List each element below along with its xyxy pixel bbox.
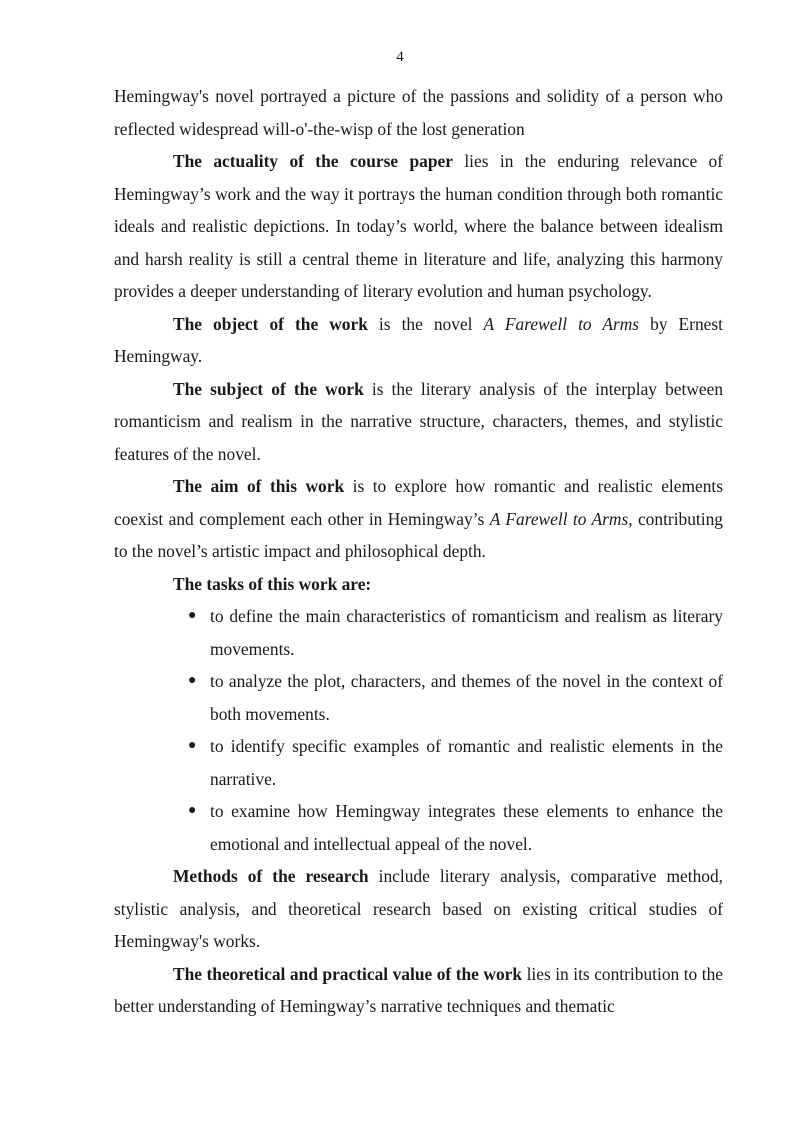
actuality-label: The actuality of the course paper bbox=[173, 151, 453, 171]
methods-paragraph bbox=[114, 860, 723, 958]
actuality-text: lies in the enduring relevance of Hemingway’s work and the way it portrays the human condition through both romantic ideals and realistic depictions. In today’s world, where the balance between idealism and harsh reality is still a central theme in literature and life, analyzing this harmony provides a deeper understanding of literary evolution and human psychology. bbox=[114, 151, 724, 301]
page-number: 4 bbox=[396, 49, 404, 65]
subject-paragraph bbox=[114, 373, 723, 471]
list-item bbox=[114, 795, 723, 860]
value-paragraph bbox=[114, 958, 723, 1023]
task-text: to examine how Hemingway integrates these elements to enhance the emotional and intellectual appeal of the novel. bbox=[210, 801, 723, 854]
tasks-heading: The tasks of this work are: bbox=[173, 573, 372, 594]
list-item bbox=[114, 730, 723, 795]
tasks-list bbox=[114, 600, 723, 860]
value-text: lies in its contribution to the better understanding of Hemingway’s narrative techniques and thematic bbox=[114, 963, 723, 1016]
methods-label: Methods of the research bbox=[173, 866, 369, 886]
bullet-icon: ● bbox=[188, 803, 197, 818]
task-text: to identify specific examples of romantic and realistic elements in the narrative. bbox=[210, 736, 723, 789]
object-paragraph bbox=[114, 308, 723, 373]
document-body bbox=[114, 80, 723, 1023]
aim-paragraph bbox=[114, 470, 723, 568]
aim-text-after: , contributing to the novel’s artistic impact and philosophical depth. bbox=[114, 508, 723, 561]
bullet-icon: ● bbox=[188, 673, 197, 688]
object-novel-title: A Farewell to Arms bbox=[483, 313, 640, 334]
subject-text: is the literary analysis of the interplay between romanticism and realism in the narrative structure, characters, themes, and stylistic features of the novel. bbox=[114, 378, 724, 464]
object-label: The object of the work bbox=[173, 313, 368, 334]
aim-label: The aim of this work bbox=[173, 476, 345, 496]
task-text: to analyze the plot, characters, and themes of the novel in the context of both movements. bbox=[210, 671, 723, 724]
aim-text-before: is to explore how romantic and realistic elements coexist and complement each other in Hemingway’s bbox=[114, 476, 723, 529]
bullet-icon: ● bbox=[188, 738, 197, 753]
actuality-paragraph bbox=[114, 145, 723, 308]
subject-label: The subject of the work bbox=[173, 378, 364, 399]
list-item bbox=[114, 665, 723, 730]
aim-novel-title: A Farewell to Arms bbox=[489, 508, 629, 529]
task-text: to define the main characteristics of romanticism and realism as literary movements. bbox=[210, 606, 723, 659]
list-item bbox=[114, 600, 723, 665]
object-text-before: is the novel bbox=[367, 313, 484, 334]
methods-text: include literary analysis, comparative method, stylistic analysis, and theoretical research based on existing critical studies of Hemingway's works. bbox=[114, 866, 724, 951]
value-label: The theoretical and practical value of the work bbox=[173, 963, 523, 984]
intro-paragraph: Hemingway's novel portrayed a picture of the passions and solidity of a person who reflected widespread will-o'-the-wisp of the lost generation bbox=[114, 86, 723, 139]
object-text-after: by Ernest Hemingway. bbox=[114, 313, 723, 366]
bullet-icon: ● bbox=[188, 608, 197, 623]
